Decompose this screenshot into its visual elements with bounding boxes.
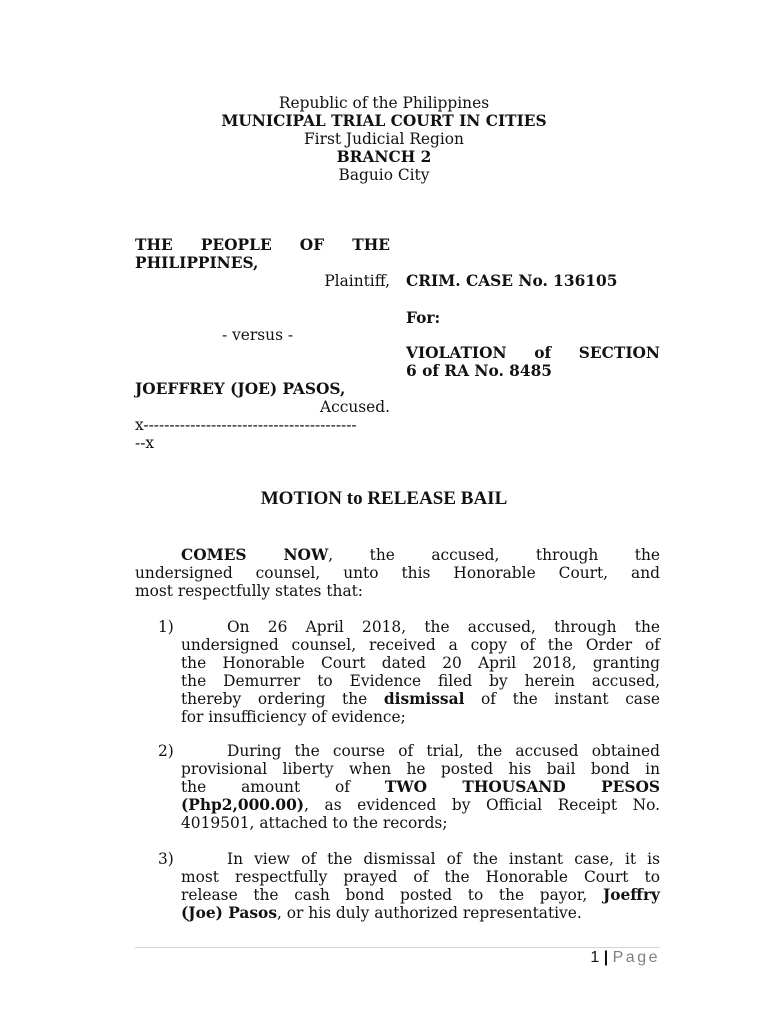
heading-region: First Judicial Region [304, 130, 464, 148]
item-2-line-3 [181, 778, 660, 796]
item-1-line-1: On 26 April 2018, the accused, through the [227, 618, 660, 636]
page-word: Page [612, 949, 660, 966]
item-3-line-1: In view of the dismissal of the instant case, it is [227, 850, 660, 868]
item-2-line-3-pre: the amount of [181, 778, 385, 796]
item-1-line-5-post: of the instant case [464, 690, 660, 708]
motion-title: MOTION to RELEASE BAIL [260, 488, 508, 509]
caption-separator-1: x----------------------------------------- [135, 416, 357, 434]
plaintiff-line-1: THE PEOPLE OF THE [135, 236, 390, 254]
item-1-line-4: the Demurrer to Evidence filed by herein accused, [181, 672, 660, 690]
item-2-line-1: During the course of trial, the accused obtained [227, 742, 660, 760]
item-3-line-3 [181, 886, 660, 904]
accused-name: JOEFFREY (JOE) PASOS, [135, 380, 346, 398]
charge-line-2: 6 of RA No. 8485 [406, 362, 553, 380]
item-3-number: 3) [158, 850, 174, 868]
item-1-line-5-pre: thereby ordering the [181, 690, 384, 708]
heading-court: MUNICIPAL TRIAL COURT IN CITIES [221, 112, 547, 130]
item-3-line-2: most respectfully prayed of the Honorable Court to [181, 868, 660, 886]
item-1-number: 1) [158, 618, 174, 636]
heading-branch: BRANCH 2 [336, 148, 432, 166]
bail-amount-words: TWO THOUSAND PESOS [384, 778, 661, 796]
payor-name-rest: (Joe) Pasos [181, 904, 277, 922]
case-number: CRIM. CASE No. 136105 [406, 272, 618, 290]
item-2-line-4-post: , as evidenced by Official Receipt No. [304, 796, 660, 814]
item-3-line-4-post: , or his duly authorized representative. [277, 904, 582, 922]
charge-line-1: VIOLATION of SECTION [406, 344, 660, 362]
plaintiff-line-2: PHILIPPINES, [135, 254, 259, 272]
dismissal-term: dismissal [383, 690, 465, 708]
item-3-line-3-pre: release the cash bond posted to the payor, [181, 886, 603, 904]
intro-line-2: undersigned counsel, unto this Honorable Court, and [135, 564, 660, 582]
item-2-line-5: 4019501, attached to the records; [181, 814, 448, 832]
item-1-line-6: for insufficiency of evidence; [181, 708, 406, 726]
intro-line-1 [181, 546, 660, 564]
payor-name-first: Joeffry [602, 886, 660, 904]
item-2-line-4 [181, 796, 660, 814]
item-2-number: 2) [158, 742, 174, 760]
item-1-line-2: undersigned counsel, received a copy of the Order of [181, 636, 660, 654]
item-1-line-3: the Honorable Court dated 20 April 2018, granting [181, 654, 660, 672]
heading-city: Baguio City [338, 166, 430, 184]
page-number: 1 [590, 949, 600, 966]
plaintiff-label: Plaintiff, [324, 272, 390, 290]
versus-text: - versus - [222, 326, 294, 344]
accused-label: Accused. [319, 398, 390, 416]
page-footer [135, 948, 660, 968]
bail-amount-figure: (Php2,000.00) [181, 796, 305, 814]
caption-separator-2: --x [135, 434, 155, 452]
item-2-line-2: provisional liberty when he posted his bail bond in [181, 760, 660, 778]
intro-lead: COMES NOW [181, 546, 329, 564]
page-separator: | [603, 949, 609, 966]
heading-republic: Republic of the Philippines [278, 94, 490, 112]
intro-line-3: most respectfully states that: [135, 582, 363, 600]
intro-line-1-rest: , the accused, through the [328, 546, 660, 564]
item-3-line-4 [181, 904, 582, 922]
for-label: For: [406, 309, 441, 327]
item-1-line-5 [181, 690, 660, 708]
